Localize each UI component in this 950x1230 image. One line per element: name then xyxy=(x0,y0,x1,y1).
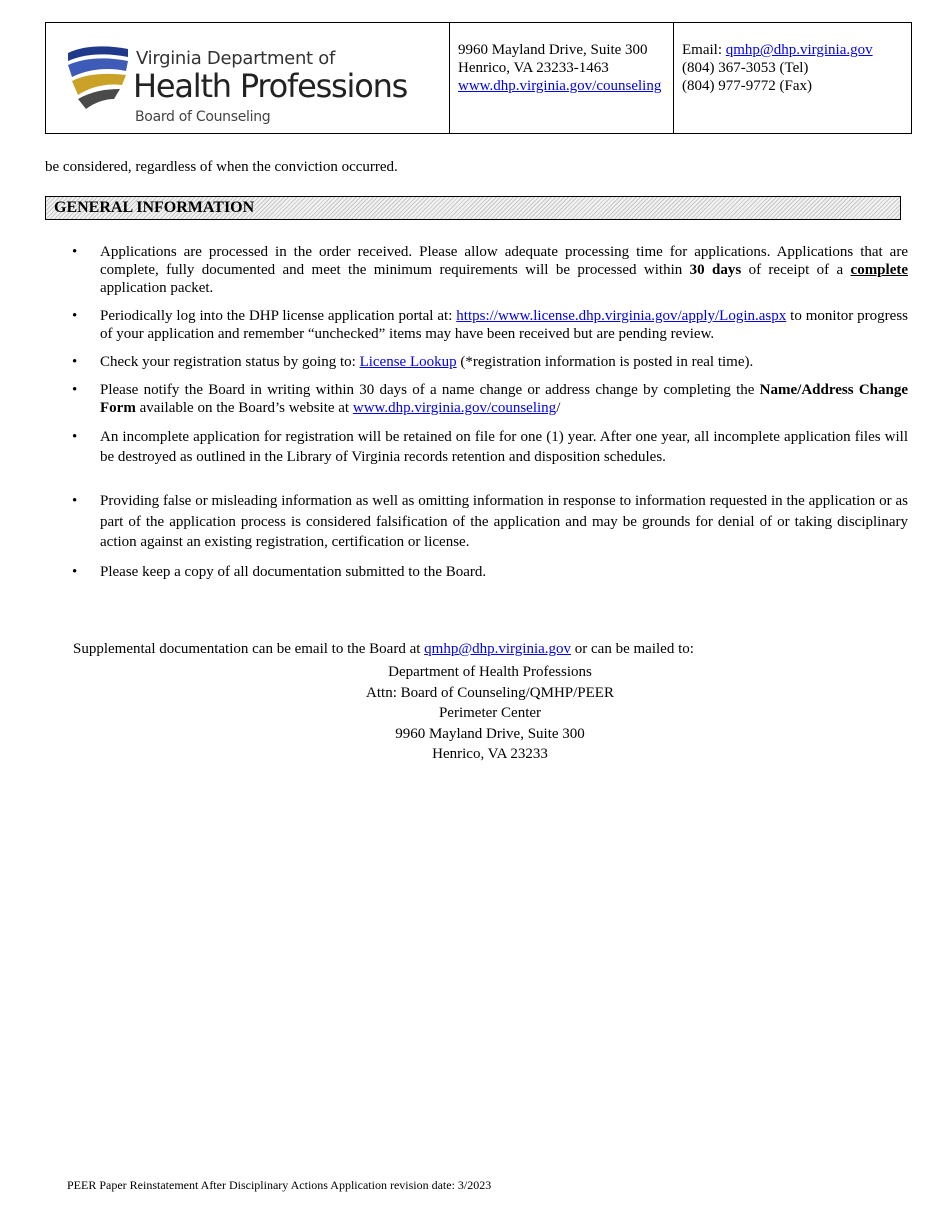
section-title: GENERAL INFORMATION xyxy=(54,199,255,216)
section-header xyxy=(45,196,901,220)
bullet-icon: • xyxy=(72,354,78,370)
info-list xyxy=(68,243,908,581)
mail-line-5: Henrico, VA 23233 xyxy=(432,746,548,762)
mail-line-2: Attn: Board of Counseling/QMHP/PEER xyxy=(366,684,614,701)
mail-line-3: Perimeter Center xyxy=(438,705,542,721)
logo-cell xyxy=(46,23,450,133)
website-link[interactable]: www.dhp.virginia.gov/counseling xyxy=(458,78,662,94)
bullet-icon: • xyxy=(72,429,78,445)
list-item: • Providing false or misleading information as well as omitting information in response to information requested in the application or as part of the application process is considered falsification of the application and may be grounds for denial of or taking disciplinary action against an existing registration, certification or license. xyxy=(72,493,908,550)
list-item: • Please notify the Board in writing within 30 days of a name change or address change by completing the Name/Address Change Form available on the Board’s website at www.dhp.virginia.gov/counseling/ xyxy=(72,382,908,416)
supplemental-text: Supplemental documentation can be email to the Board at qmhp@dhp.virginia.gov or can be mailed to: xyxy=(73,641,694,657)
bullet-icon: • xyxy=(72,493,78,509)
license-lookup-link[interactable]: License Lookup xyxy=(359,354,457,370)
portal-link[interactable]: https://www.license.dhp.virginia.gov/apply/Login.aspx xyxy=(456,308,787,324)
email-label: Email: xyxy=(682,42,726,58)
bullet-icon: • xyxy=(72,382,78,398)
address-line-1: 9960 Mayland Drive, Suite 300 xyxy=(458,42,648,58)
bullet-icon: • xyxy=(72,563,78,580)
mailing-address xyxy=(45,662,935,765)
lead-text: be considered, regardless of when the conviction occurred. xyxy=(45,159,398,175)
dhp-shield-logo-icon xyxy=(64,43,132,111)
letterhead xyxy=(45,22,912,134)
logo-line-1: Virginia Department of xyxy=(136,48,335,69)
counseling-site-link[interactable]: www.dhp.virginia.gov/counseling xyxy=(352,400,557,416)
contact-cell xyxy=(674,23,911,133)
mail-line-1: Department of Health Professions xyxy=(388,664,592,680)
bullet-icon: • xyxy=(72,244,78,260)
logo-line-2: Health Professions xyxy=(133,67,408,105)
list-item: • Please keep a copy of all documentation submitted to the Board. xyxy=(72,563,487,580)
address-line-2: Henrico, VA 23233-1463 xyxy=(458,60,609,76)
email-row xyxy=(682,41,903,59)
bullet-icon: • xyxy=(72,308,78,324)
list-item: • An incomplete application for registration will be retained on file for one (1) year. After one year, all incomplete application files will be destroyed as outlined in the Library of Virginia records retention and disposition schedules. xyxy=(72,429,908,465)
header-email-link[interactable]: qmhp@dhp.virginia.gov xyxy=(725,42,873,58)
fax-text: (804) 977-9772 (Fax) xyxy=(682,78,812,94)
tel-text: (804) 367-3053 (Tel) xyxy=(682,60,809,76)
list-item: • Applications are processed in the order received. Please allow adequate processing time for applications. Applications that are complete, fully documented and meet the minimum requirements will be processed within 30 days of receipt of a complete application packet. xyxy=(72,244,909,296)
list-item: • Check your registration status by going to: License Lookup (*registration information is posted in real time). xyxy=(72,354,754,370)
list-item: • Periodically log into the DHP license application portal at: https://www.license.dhp.virginia.gov/apply/Login.aspx to monitor progress of your application and remember “unchecked” items may have been received but are pending review. xyxy=(72,308,908,342)
address-cell xyxy=(450,23,674,133)
logo-line-3: Board of Counseling xyxy=(135,109,271,125)
revision-footer: PEER Paper Reinstatement After Disciplinary Actions Application revision date: 3/2023 xyxy=(67,1178,492,1192)
mail-line-4: 9960 Mayland Drive, Suite 300 xyxy=(395,725,585,742)
supplemental-email-link[interactable]: qmhp@dhp.virginia.gov xyxy=(424,641,572,657)
